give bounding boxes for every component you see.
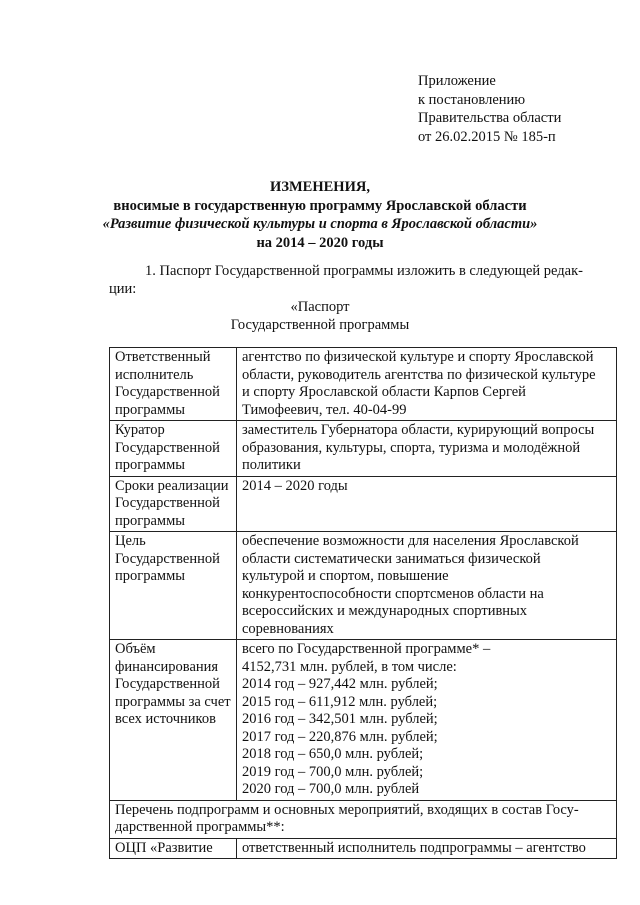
cell-line: 2016 год – 342,501 млн. рублей; (242, 711, 438, 727)
passport-heading (0, 298, 640, 334)
appendix-line: Приложение (418, 73, 496, 89)
cell-line: Сроки реализации (115, 477, 229, 494)
cell-line: 2014 год – 927,442 млн. рублей; (242, 676, 438, 692)
title-line: на 2014 – 2020 годы (256, 234, 384, 251)
cell-line: ответственный исполнитель подпрограммы – агентство (242, 839, 586, 856)
appendix-line: от 26.02.2015 № 185-п (418, 128, 556, 145)
cell-line: дарственной программы**: (115, 819, 285, 835)
cell-line: исполнитель (115, 366, 194, 383)
table-value-cell (237, 532, 617, 640)
table-value-cell (237, 838, 617, 859)
cell-line: программы (115, 457, 185, 473)
paragraph-text: 1. Паспорт Государственной программы изложить в следующей редак- (145, 263, 583, 279)
cell-line: 2020 год – 700,0 млн. рублей (242, 781, 420, 797)
cell-line: Перечень подпрограмм и основных мероприятий, входящих в состав Госу- (115, 801, 579, 818)
cell-line: Государственной (115, 676, 220, 692)
cell-line: 2017 год – 220,876 млн. рублей; (242, 728, 438, 745)
table-label-cell (110, 640, 237, 801)
title-heading: ИЗМЕНЕНИЯ, (270, 179, 370, 195)
cell-line: обеспечение возможности для населения Ярославской (242, 533, 579, 549)
cell-line: Куратор (115, 422, 165, 438)
table-value-cell (237, 348, 617, 421)
cell-line: программы (115, 568, 185, 584)
paragraph-line: ции: (109, 281, 137, 297)
table-row (110, 476, 617, 532)
table-label-cell (110, 421, 237, 477)
table-label-cell (110, 532, 237, 640)
table-row (110, 421, 617, 477)
table-row (110, 532, 617, 640)
cell-line: Государственной (115, 495, 220, 511)
document-title (0, 178, 640, 252)
cell-line: Государственной (115, 439, 220, 456)
cell-line: 2014 – 2020 годы (242, 477, 348, 494)
title-program-name: «Развитие физической культуры и спорта в Ярославской области» (102, 216, 538, 232)
table-value-cell (237, 421, 617, 477)
title-line: вносимые в государственную программу Ярославской области (113, 197, 527, 214)
cell-line: и спорту Ярославской области Карпов Сергей (242, 384, 526, 400)
paragraph-1 (109, 262, 614, 298)
table-label-cell (110, 838, 237, 859)
cell-line: области систематически заниматься физической (242, 550, 541, 567)
cell-line: Тимофеевич, тел. 40-04-99 (242, 401, 407, 418)
appendix-line: к постановлению (418, 91, 526, 108)
cell-line: Ответственный (115, 349, 211, 365)
paragraph-line (109, 262, 614, 280)
passport-line: Государственной программы (230, 317, 410, 333)
cell-line: Государственной (115, 550, 220, 567)
cell-line: ОЦП «Развитие (115, 839, 213, 856)
cell-line: Объём (115, 641, 156, 657)
table-row (110, 800, 617, 838)
table-row (110, 348, 617, 421)
table-row (110, 838, 617, 859)
passport-table (109, 347, 617, 859)
cell-line: конкурентоспособности спортсменов области на (242, 585, 544, 602)
cell-line: 4152,731 млн. рублей, в том числе: (242, 658, 457, 675)
cell-line: Цель (115, 533, 146, 549)
table-value-cell (237, 640, 617, 801)
cell-line: всего по Государственной программе* – (242, 641, 491, 657)
cell-line: агентство по физической культуре и спорту Ярославской (242, 349, 594, 365)
cell-line: соревнованиях (242, 620, 334, 637)
cell-line: всероссийских и международных спортивных (242, 603, 528, 619)
cell-line: 2019 год – 700,0 млн. рублей; (242, 763, 424, 780)
table-full-cell (110, 800, 617, 838)
appendix-line: Правительства области (418, 110, 562, 126)
appendix-block (418, 72, 561, 146)
cell-line: программы (115, 401, 185, 418)
table-value-cell (237, 476, 617, 532)
cell-line: культурой и спортом, повышение (242, 568, 449, 584)
cell-line: Государственной (115, 384, 220, 400)
cell-line: финансирования (115, 658, 219, 675)
cell-line: программы (115, 512, 185, 529)
cell-line: программы за счет (115, 693, 231, 710)
cell-line: политики (242, 457, 301, 473)
table-label-cell (110, 476, 237, 532)
cell-line: всех источников (115, 711, 216, 727)
table-label-cell (110, 348, 237, 421)
cell-line: 2015 год – 611,912 млн. рублей; (242, 693, 438, 710)
table-row (110, 640, 617, 801)
cell-line: заместитель Губернатора области, курирующий вопросы (242, 422, 595, 438)
passport-line: «Паспорт (290, 299, 350, 315)
cell-line: области, руководитель агентства по физической культуре (242, 366, 596, 383)
cell-line: образования, культуры, спорта, туризма и молодёжной (242, 439, 581, 456)
cell-line: 2018 год – 650,0 млн. рублей; (242, 746, 424, 762)
